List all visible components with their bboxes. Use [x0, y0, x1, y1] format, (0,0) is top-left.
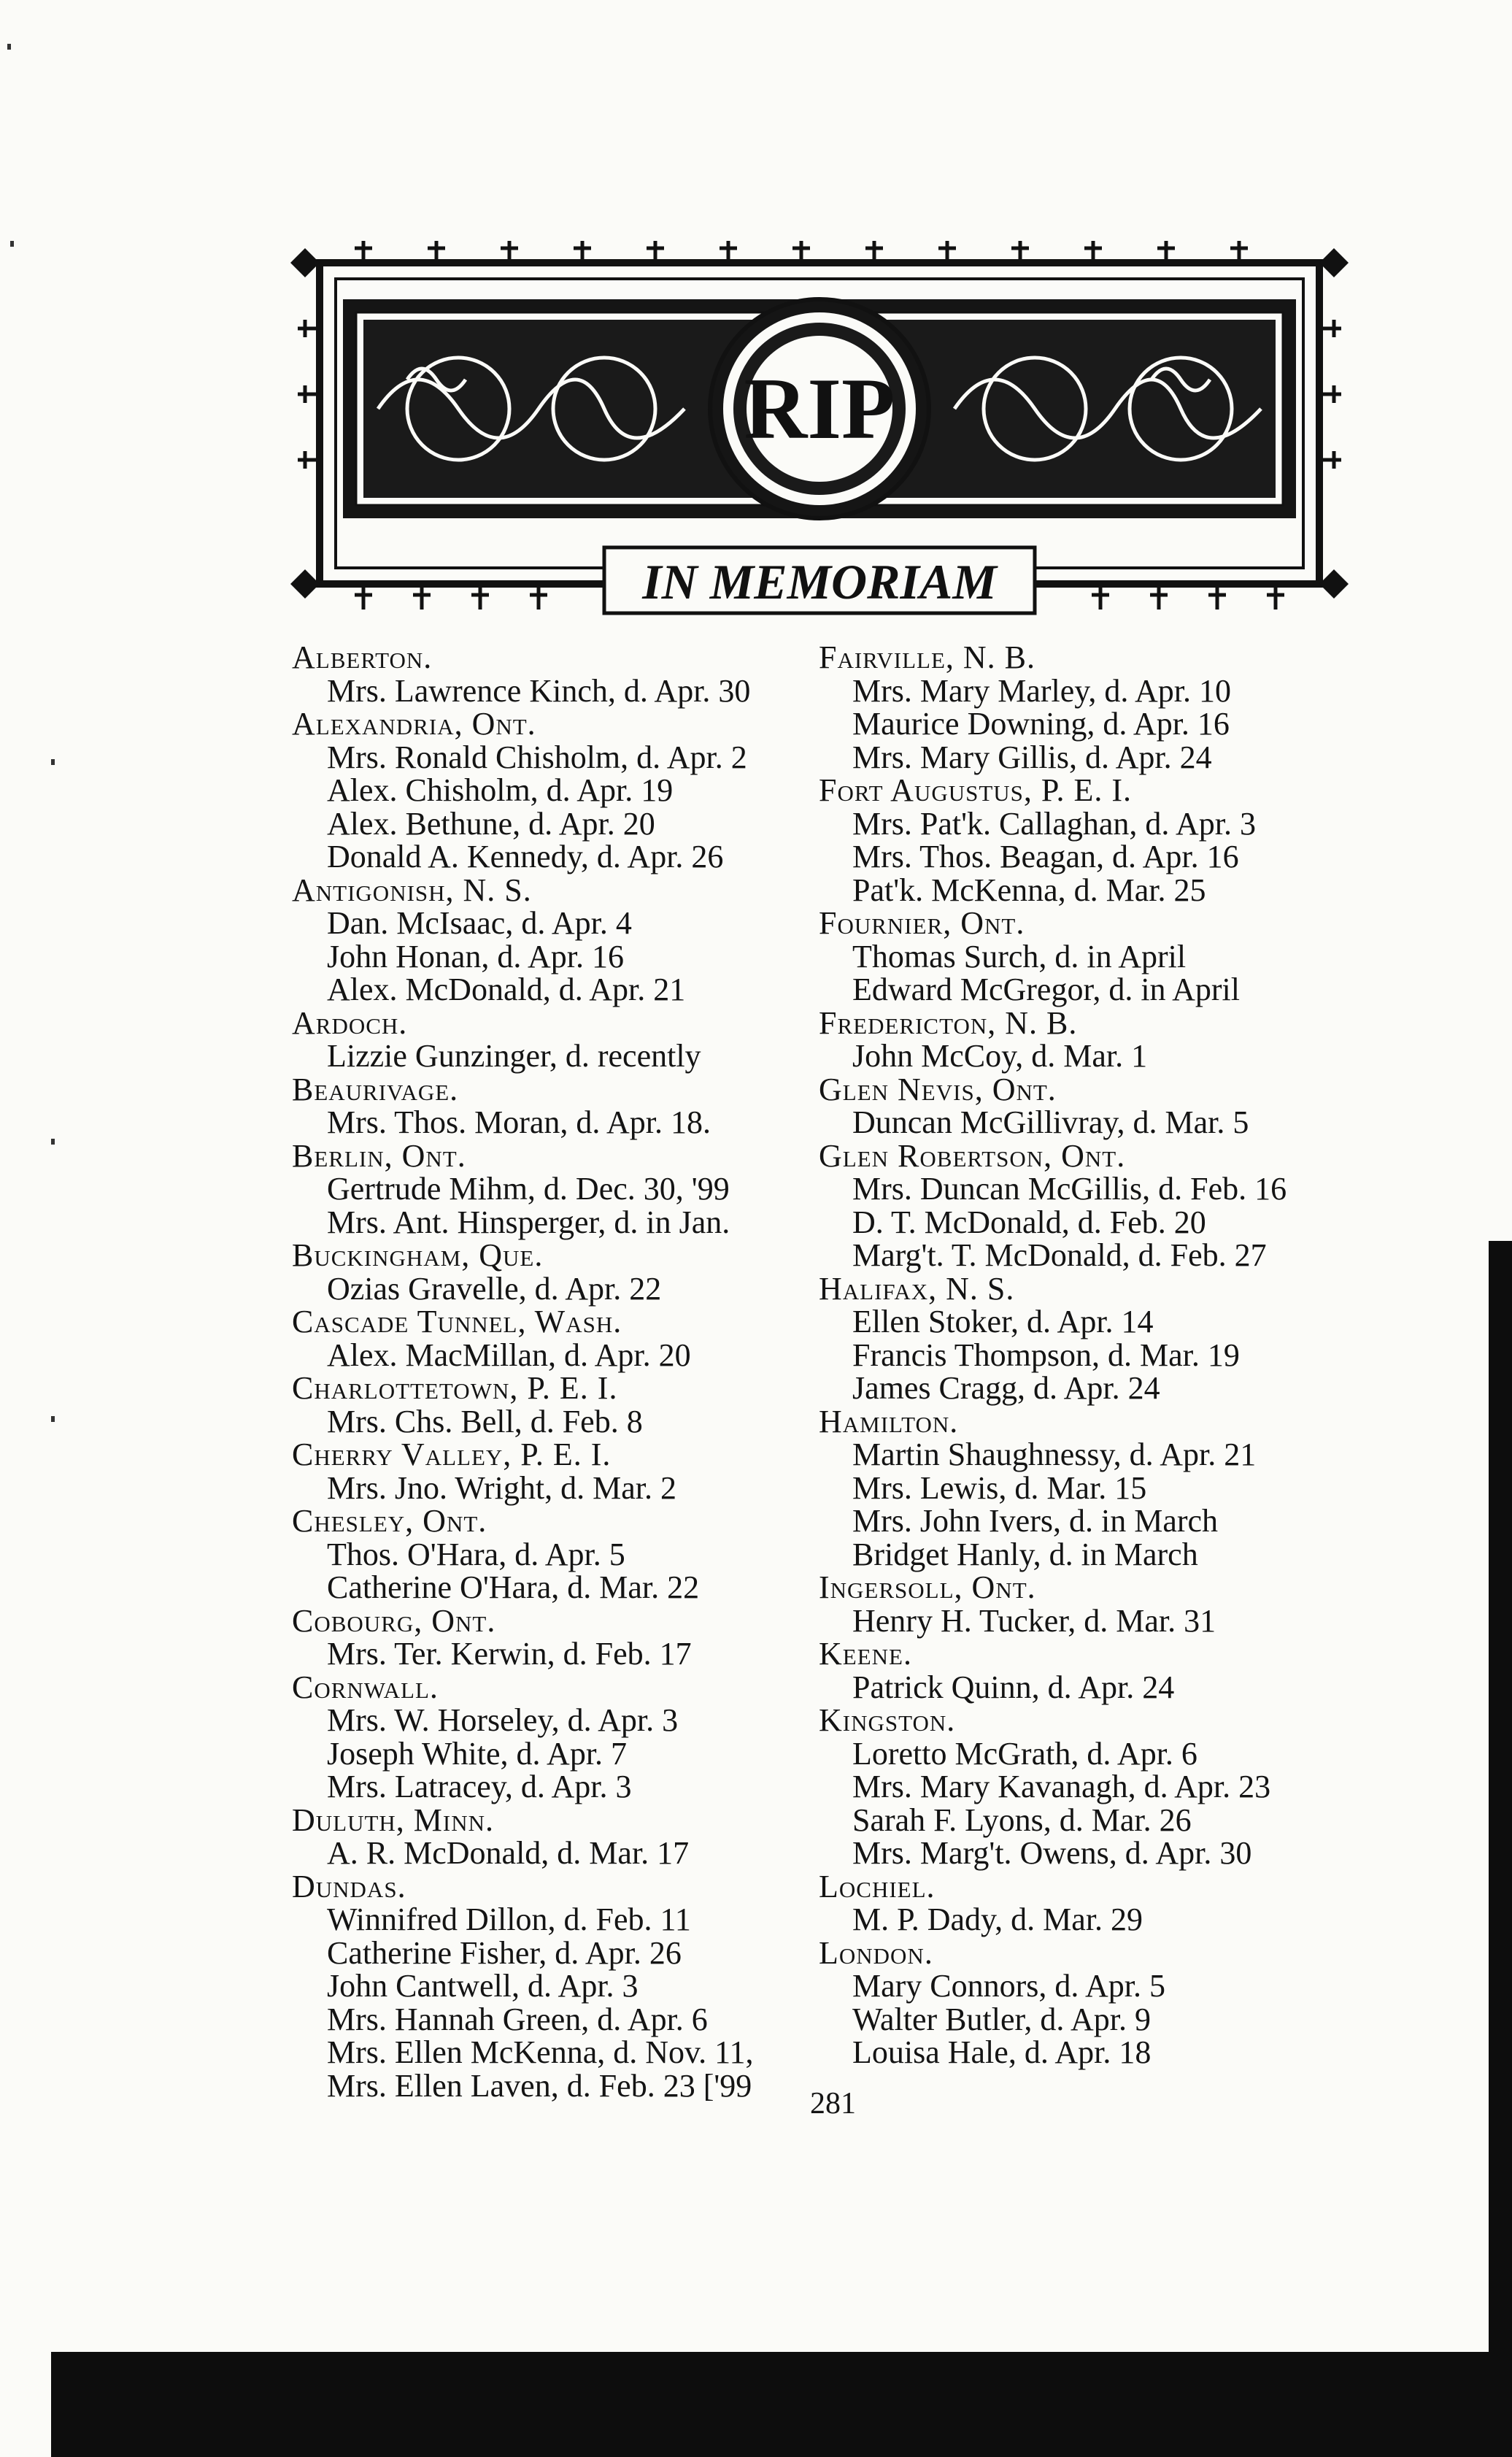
obituary-entry: Bridget Hanly, d. in March — [852, 1536, 1198, 1572]
scan-speck — [10, 241, 14, 247]
place-heading: Fredericton, N. B. — [819, 1004, 1078, 1041]
obituary-entry: Mrs. Mary Gillis, d. Apr. 24 — [852, 739, 1212, 775]
obituary-entry: Mrs. Jno. Wright, d. Mar. 2 — [327, 1469, 676, 1506]
obituary-entry: Mrs. Ellen McKenna, d. Nov. 11, — [327, 2034, 754, 2070]
obituary-entry: Pat'k. McKenna, d. Mar. 25 — [852, 872, 1206, 908]
scan-shadow-bottom — [51, 2352, 1512, 2457]
obituary-entry: Ozias Gravelle, d. Apr. 22 — [327, 1270, 662, 1307]
obituary-entry: James Cragg, d. Apr. 24 — [852, 1370, 1160, 1406]
place-heading: Berlin, Ont. — [292, 1137, 466, 1174]
obituary-entry: Duncan McGillivray, d. Mar. 5 — [852, 1104, 1249, 1140]
obituary-entry: Mrs. Hannah Green, d. Apr. 6 — [327, 2001, 708, 2037]
obituary-entry: Henry H. Tucker, d. Mar. 31 — [852, 1602, 1216, 1639]
obituary-entry: Winnifred Dillon, d. Feb. 11 — [327, 1902, 691, 1937]
page-number: 281 — [810, 2087, 856, 2120]
obituary-entry: Mrs. Mary Marley, d. Apr. 10 — [852, 672, 1231, 709]
place-heading: Fournier, Ont. — [819, 905, 1025, 941]
place-heading: Dundas. — [292, 1868, 406, 1904]
obituary-entry: Gertrude Mihm, d. Dec. 30, '99 — [327, 1171, 730, 1207]
obituary-entry: Donald A. Kennedy, d. Apr. 26 — [327, 839, 724, 874]
place-heading: Fort Augustus, P. E. I. — [819, 772, 1133, 808]
place-heading: Kingston. — [819, 1702, 956, 1738]
obituary-entry: Martin Shaughnessy, d. Apr. 21 — [852, 1437, 1257, 1472]
obituary-entry: Catherine O'Hara, d. Mar. 22 — [327, 1569, 700, 1605]
obituary-entry: Marg't. T. McDonald, d. Feb. 27 — [852, 1237, 1267, 1273]
obituary-entry: A. R. McDonald, d. Mar. 17 — [327, 1835, 690, 1871]
place-heading: Hamilton. — [819, 1403, 959, 1439]
place-heading: London. — [819, 1934, 933, 1971]
place-heading: Cascade Tunnel, Wash. — [292, 1304, 622, 1339]
place-heading: Buckingham, Que. — [292, 1237, 544, 1273]
obituary-entry: Mrs. John Ivers, d. in March — [852, 1503, 1219, 1539]
obituary-entry: Mary Connors, d. Apr. 5 — [852, 1968, 1165, 2004]
place-heading: Alberton. — [292, 639, 433, 675]
place-heading: Lochiel. — [819, 1868, 936, 1904]
obituary-entry: Dan. McIsaac, d. Apr. 4 — [327, 905, 632, 941]
obituary-entry: John McCoy, d. Mar. 1 — [852, 1038, 1148, 1074]
in-memoriam-banner — [290, 219, 1349, 628]
place-heading: Keene. — [819, 1636, 912, 1672]
obituary-entry: Francis Thompson, d. Mar. 19 — [852, 1337, 1240, 1373]
ornamental-border-graphic — [290, 219, 1349, 628]
obituary-entry: Mrs. Lawrence Kinch, d. Apr. 30 — [327, 672, 751, 709]
place-heading: Cherry Valley, P. E. I. — [292, 1437, 612, 1472]
obituary-entry: Lizzie Gunzinger, d. recently — [327, 1038, 701, 1074]
scan-speck — [51, 759, 55, 765]
obituary-entry: Thomas Surch, d. in April — [852, 938, 1187, 974]
obituary-entry: Walter Butler, d. Apr. 9 — [852, 2001, 1151, 2037]
obituary-entry: Sarah F. Lyons, d. Mar. 26 — [852, 1802, 1192, 1838]
obituary-entry: Alex. MacMillan, d. Apr. 20 — [327, 1337, 691, 1373]
place-heading: Ingersoll, Ont. — [819, 1569, 1036, 1605]
scan-speck — [51, 1416, 55, 1422]
obituary-entry: John Cantwell, d. Apr. 3 — [327, 1968, 639, 2004]
obituary-entry: Alex. Chisholm, d. Apr. 19 — [327, 772, 674, 808]
obituary-entry: Patrick Quinn, d. Apr. 24 — [852, 1669, 1175, 1705]
place-heading: Cornwall. — [292, 1669, 439, 1705]
obituary-entry: Mrs. Ronald Chisholm, d. Apr. 2 — [327, 739, 747, 775]
obituary-entry: Mrs. Ter. Kerwin, d. Feb. 17 — [327, 1636, 692, 1672]
scan-speck — [7, 44, 11, 50]
obituary-entry: Mrs. Ant. Hinsperger, d. in Jan. — [327, 1204, 730, 1240]
obituary-entry: M. P. Dady, d. Mar. 29 — [852, 1902, 1143, 1937]
obituary-entry: Catherine Fisher, d. Apr. 26 — [327, 1934, 682, 1971]
obituary-entry: Mrs. Latracey, d. Apr. 3 — [327, 1769, 632, 1804]
obituary-entry: Mrs. Ellen Laven, d. Feb. 23 ['99 — [327, 2067, 752, 2104]
right-column — [819, 641, 1344, 2069]
scan-shadow-right — [1489, 1241, 1512, 2352]
obituary-entry: Alex. McDonald, d. Apr. 21 — [327, 972, 686, 1007]
obituary-entry: Mrs. W. Horseley, d. Apr. 3 — [327, 1702, 679, 1738]
place-heading: Duluth, Minn. — [292, 1802, 495, 1838]
obituary-entry: Mrs. Thos. Moran, d. Apr. 18. — [327, 1104, 711, 1140]
place-heading: Antigonish, N. S. — [292, 872, 532, 908]
obituary-entry: Joseph White, d. Apr. 7 — [327, 1735, 628, 1772]
place-heading: Fairville, N. B. — [819, 639, 1036, 675]
obituary-entry: Edward McGregor, d. in April — [852, 972, 1241, 1007]
obituary-entry: D. T. McDonald, d. Feb. 20 — [852, 1204, 1206, 1240]
obituary-entry: Alex. Bethune, d. Apr. 20 — [327, 805, 655, 842]
obituary-entry: Thos. O'Hara, d. Apr. 5 — [327, 1536, 625, 1572]
obituary-entry: Mrs. Duncan McGillis, d. Feb. 16 — [852, 1171, 1287, 1207]
left-column — [292, 641, 817, 2102]
place-heading: Cobourg, Ont. — [292, 1602, 496, 1639]
obituary-entry: Mrs. Chs. Bell, d. Feb. 8 — [327, 1403, 643, 1439]
place-heading: Alexandria, Ont. — [292, 706, 536, 742]
place-heading: Ardoch. — [292, 1004, 408, 1041]
scan-speck — [51, 1139, 55, 1145]
obituary-entry: Mrs. Lewis, d. Mar. 15 — [852, 1469, 1147, 1506]
obituary-entry: Louisa Hale, d. Apr. 18 — [852, 2034, 1152, 2070]
obituary-entry: Mrs. Pat'k. Callaghan, d. Apr. 3 — [852, 805, 1257, 842]
obituary-entry: Mrs. Thos. Beagan, d. Apr. 16 — [852, 839, 1239, 874]
place-heading: Glen Robertson, Ont. — [819, 1137, 1126, 1174]
place-heading: Beaurivage. — [292, 1071, 459, 1107]
banner-title: IN MEMORIAM — [642, 554, 997, 610]
obituary-entry: Loretto McGrath, d. Apr. 6 — [852, 1735, 1197, 1772]
place-heading: Glen Nevis, Ont. — [819, 1071, 1057, 1107]
obituary-entry: Ellen Stoker, d. Apr. 14 — [852, 1304, 1154, 1339]
place-heading: Charlottetown, P. E. I. — [292, 1370, 618, 1406]
obituary-entry: Mrs. Marg't. Owens, d. Apr. 30 — [852, 1835, 1252, 1871]
obituary-entry: Maurice Downing, d. Apr. 16 — [852, 706, 1230, 742]
place-heading: Chesley, Ont. — [292, 1503, 487, 1539]
obituary-entry: John Honan, d. Apr. 16 — [327, 938, 624, 974]
obituary-entry: Mrs. Mary Kavanagh, d. Apr. 23 — [852, 1769, 1271, 1804]
place-heading: Halifax, N. S. — [819, 1270, 1015, 1307]
rip-monogram: RIP — [744, 360, 895, 457]
